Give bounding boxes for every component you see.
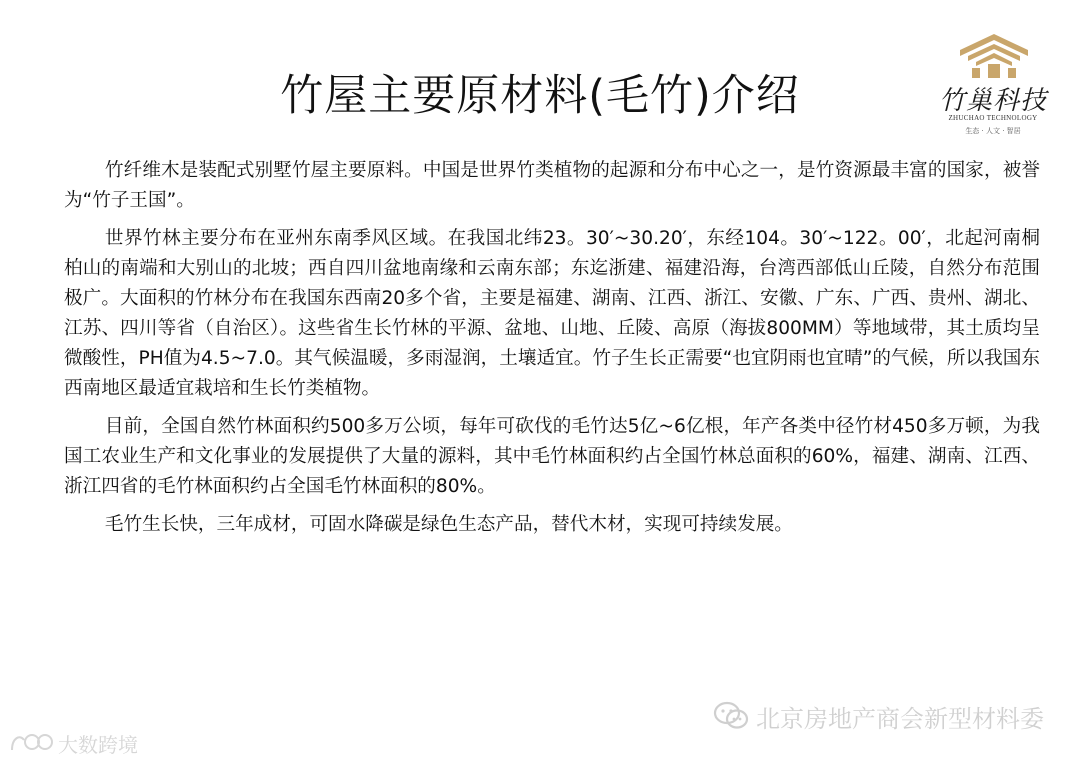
wechat-watermark xyxy=(712,700,1044,732)
logo-name-en: ZHUCHAO TECHNOLOGY xyxy=(948,114,1038,122)
brand-mark-icon xyxy=(8,730,54,756)
roof-logo-icon xyxy=(960,34,1028,78)
wechat-icon xyxy=(712,700,750,732)
wechat-watermark-text: 北京房地产商会新型材料委 xyxy=(756,704,1044,733)
paragraph: 目前，全国自然竹林面积约500多万公顷，每年可砍伐的毛竹达5亿~6亿根，年产各类中径竹材450多万顿，为我国工农业生产和文化事业的发展提供了大量的源料，其中毛竹林面积约占全国竹林总面积的60%，福建、湖南、江西、浙江四省的毛竹林面积约占全国毛竹林面积的80%。 xyxy=(64,416,1040,497)
logo-name-cn: 竹巢科技 xyxy=(938,86,1047,116)
article-body xyxy=(64,156,1040,548)
site-watermark xyxy=(8,728,138,758)
company-logo xyxy=(938,34,1048,138)
paragraph: 世界竹林主要分布在亚州东南季风区域。在我国北纬23。30′~30.20′，东经104。30′~122。00′，北起河南桐柏山的南端和大别山的北坡；西自四川盆地南缘和云南东部；东迄浙建、福建沿海，台湾西部低山丘陵，自然分布范围极广。大面积的竹林分布在我国东西南20多个省，主要是福建、湖南、江西、浙江、安徽、广东、广西、贵州、湖北、江苏、四川等省（自治区）。这些省生长竹林的平源、盆地、山地、丘陵、高原（海拔800MM）等地域带，其土质均呈微酸性，PH值为4.5~7.0。其气候温暖，多雨湿润，土壤适宜。竹子生长正需要“也宜阴雨也宜晴”的气候，所以我国东西南地区最适宜栽培和生长竹类植物。 xyxy=(64,228,1040,399)
site-watermark-text: 大数跨境 xyxy=(58,732,138,757)
page-title: 竹屋主要原材料(毛竹)介绍 xyxy=(280,71,800,121)
logo-tagline: 生态 · 人文 · 智居 xyxy=(965,127,1021,135)
paragraph: 毛竹生长快，三年成材，可固水降碳是绿色生态产品，替代木材，实现可持续发展。 xyxy=(104,514,793,535)
paragraph: 竹纤维木是装配式别墅竹屋主要原料。中国是世界竹类植物的起源和分布中心之一，是竹资源最丰富的国家，被誉为“竹子王国”。 xyxy=(64,160,1040,211)
